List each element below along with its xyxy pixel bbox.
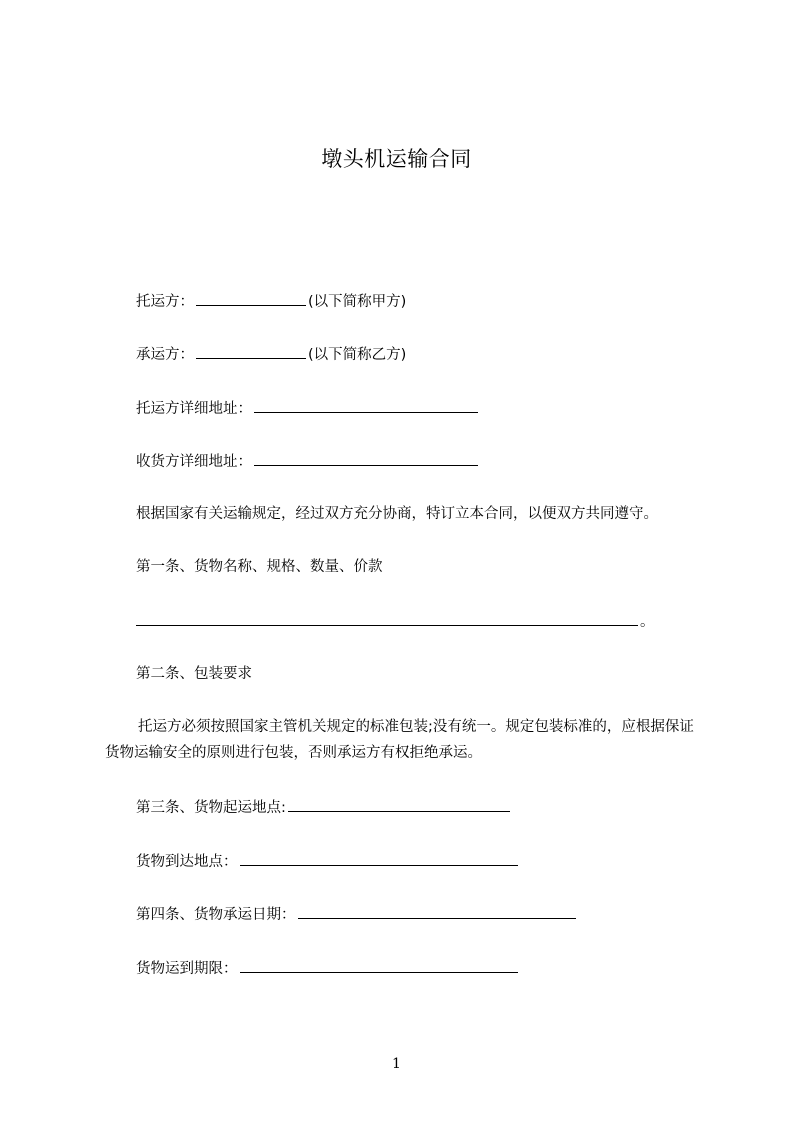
deadline-line bbox=[136, 958, 520, 979]
receiver-address-label: 收货方详细地址： bbox=[136, 454, 252, 470]
destination-label: 货物到达地点： bbox=[136, 854, 238, 870]
shipping-date-blank[interactable] bbox=[298, 904, 576, 919]
preamble: 根据国家有关运输规定，经过双方充分协商，特订立本合同，以便双方共同遵守。 bbox=[136, 506, 658, 522]
article-1-line bbox=[136, 611, 655, 632]
deadline-label: 货物运到期限： bbox=[136, 961, 238, 977]
article-4-heading: 第四条、货物承运日期： bbox=[136, 907, 296, 923]
shipper-address-line bbox=[136, 398, 480, 419]
carrier-label: 承运方： bbox=[136, 347, 194, 363]
deadline-blank[interactable] bbox=[240, 958, 518, 973]
carrier-line bbox=[136, 344, 406, 365]
shipper-line bbox=[136, 291, 406, 312]
page-number: 1 bbox=[392, 1056, 401, 1072]
article-1-end-mark: 。 bbox=[640, 614, 655, 630]
contract-title: 墩头机运输合同 bbox=[321, 147, 472, 171]
receiver-address-line bbox=[136, 451, 480, 472]
shipper-label: 托运方： bbox=[136, 294, 194, 310]
shipper-address-label: 托运方详细地址： bbox=[136, 401, 252, 417]
article-1-heading: 第一条、货物名称、规格、数量、价款 bbox=[136, 559, 383, 575]
origin-blank[interactable] bbox=[288, 797, 510, 812]
article-2-body: 托运方必须按照国家主管机关规定的标准包装;没有统一。规定包装标准的，应根据保证货物运输安全的原则进行包装，否则承运方有权拒绝承运。 bbox=[105, 719, 694, 761]
shipper-address-blank[interactable] bbox=[254, 398, 478, 413]
destination-blank[interactable] bbox=[240, 851, 518, 866]
carrier-blank[interactable] bbox=[196, 344, 306, 359]
carrier-suffix: (以下简称乙方) bbox=[308, 347, 407, 363]
article-3-line bbox=[136, 797, 512, 818]
destination-line bbox=[136, 851, 520, 872]
article-3-heading: 第三条、货物起运地点: bbox=[136, 800, 286, 816]
article-2-heading: 第二条、包装要求 bbox=[136, 666, 252, 682]
shipper-blank[interactable] bbox=[196, 291, 306, 306]
receiver-address-blank[interactable] bbox=[254, 451, 478, 466]
shipper-suffix: (以下简称甲方) bbox=[308, 294, 407, 310]
article-4-line bbox=[136, 904, 578, 925]
goods-description-blank[interactable] bbox=[136, 611, 638, 626]
